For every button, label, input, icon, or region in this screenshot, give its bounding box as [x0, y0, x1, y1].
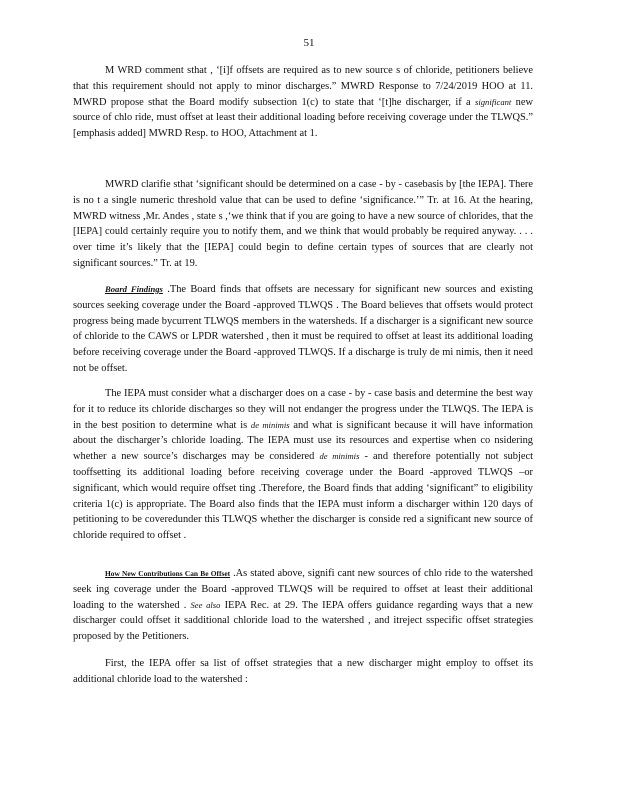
section-heading: How New Contributions Can Be Offset: [105, 569, 231, 578]
paragraph-text: and what is significant because it will have information about the discharger’s chloride loading. The IEPA must use its resources and expertise when co nsidering whether a new source’s discharges may be considered: [73, 419, 533, 463]
paragraph-text: IEPA Rec. at 29. The IEPA offers guidance regarding ways that a new discharger could offset it sadditional chloride load to the watershed , and itreject sspecific offset strategies proposed by the Petitioners.: [73, 599, 533, 643]
page-number: 51: [303, 37, 315, 49]
paragraph-text: First, the IEPA offer sa list of offset strategies that a new discharger might employ to offset its additional chloride load to the watershed :: [73, 658, 533, 685]
emphasis-text: de minimis: [319, 451, 360, 462]
emphasis-text: See also: [190, 599, 221, 610]
paragraph-text: MWRD clarifie sthat ‘significant should be determined on a case - by - casebasis by [the IEPA]. There is no t a single numeric threshold value that can be used to define ‘significance.’” Tr. at 16. At the hearing, MWRD witness ,Mr. Andes , state s ,‘we think that if you are going to have a new source of chlorides, that the [IEPA] could certainly require you to notify them, and we think that would probably be required anyway. . . . over time it’s likely that the [IEPA] could begin to define certain types of sources that are clearly not significant sources.” Tr. at 19.: [73, 179, 533, 269]
section-heading: Board Findings: [105, 284, 163, 294]
paragraph-iepa-consider: [73, 386, 533, 544]
paragraph-text: new source of chlo ride, must offset at least their additional loading before receiving coverage under the TLWQS.” [emphasis added] MWRD Resp. to HOO, Attachment at 1.: [73, 96, 533, 140]
emphasis-text: significant: [475, 96, 512, 107]
paragraph-text: - and therefore potentially not subject tooffsetting its additional loading before receiving coverage under the Board -approved TLWQS –or significant, which would require offset ting .Therefore, the Board finds that adding ‘significant” to eligibility criteria 1(c) is appropriate. The Board also finds that the IEPA must inform a discharger within 120 days of petitioning to be coveredunder this TLWQS whether the discharger is conside red a significant new source of chloride required to offset .: [73, 451, 533, 542]
paragraph-text: The IEPA must consider what a discharger does on a case - by - case basis and determine the best way for it to reduce its chloride discharges so they will not endanger the progress under the TLWQS. The IEPA is in the best position to determine what is: [73, 388, 533, 431]
paragraph-first-offset-strategies: [73, 656, 533, 688]
emphasis-text: de minimis: [250, 419, 290, 430]
paragraph-offset-contributions: [73, 566, 533, 645]
paragraph-text: .As stated above, signifi cant new sources of chlo ride to the watershed seek ing coverage under the Board -approved TLWQS will be required to offset at least their additional loading to the watershed .: [73, 568, 533, 611]
paragraph-mwrd-comments: [73, 63, 533, 142]
paragraph-board-findings: [73, 282, 533, 377]
paragraph-text: M WRD comment sthat , ‘[i]f offsets are required as to new source s of chloride, petitioners believe that this requirement should not apply to minor discharges.” MWRD Response to 7/24/2019 HOO at 11. MWRD propose sthat the Board modify subsection 1(c) to state that ‘[t]he discharger, if a: [73, 65, 533, 108]
paragraph-mwrd-clarifies: [73, 177, 533, 272]
paragraph-text: .The Board finds that offsets are necessary for significant new sources and existing sources seeking coverage under the Board -approved TLWQS . The Board believes that offsets would protect progress being made bycurrent TLWQS members in the watersheds. If a discharger is a significant new source of chloride to the CAWS or LPDR watershed , then it must be required to offset at least its additional loading before receiving coverage under the Board -approved TLWQS. If a discharge is truly de mi nimis, then it need not be offset.: [73, 284, 533, 374]
